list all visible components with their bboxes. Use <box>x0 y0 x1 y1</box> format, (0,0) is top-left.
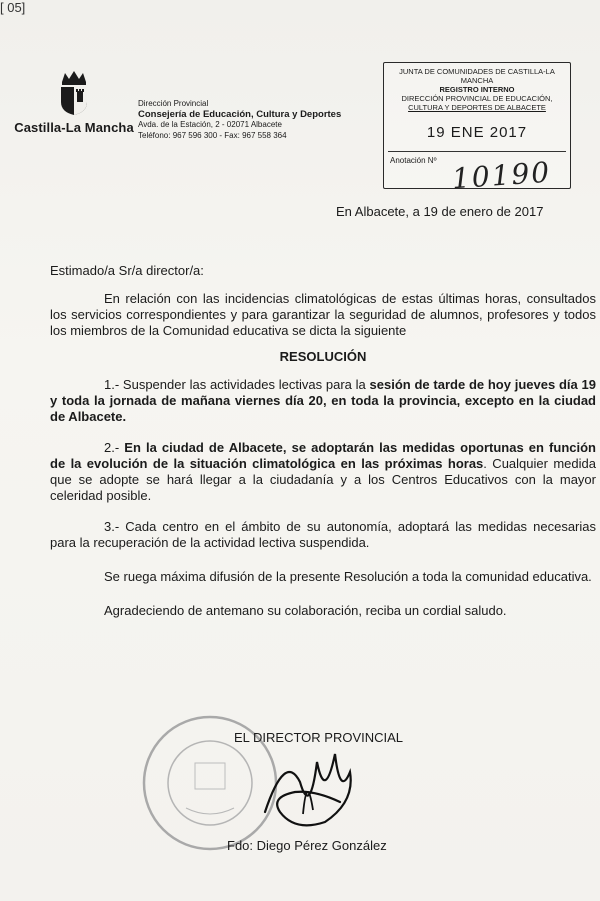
logo-text: Castilla-La Mancha <box>14 120 134 135</box>
point-2-prefix: 2.- <box>104 440 125 455</box>
resolution-title: RESOLUCIÓN <box>279 349 367 364</box>
header-address: Avda. de la Estación, 2 - 02071 Albacete <box>138 120 282 129</box>
point-1-bold: sesión de tarde de hoy jueves día 19 y toda la jornada de mañana viernes día 20, en toda la provincia, excepto en la ciudad de Albacete. <box>50 377 596 424</box>
diffusion-paragraph: Se ruega máxima difusión de la presente Resolución a toda la comunidad educativa. <box>104 569 592 584</box>
top-margin-mark: [ 05] <box>0 0 26 15</box>
castilla-la-mancha-logo <box>14 70 134 135</box>
handwritten-signature-icon <box>255 742 365 837</box>
stamp-date: 19 ENE 2017 <box>426 124 528 141</box>
greeting: Estimado/a Sr/a director/a: <box>50 263 204 278</box>
letterhead <box>138 99 368 141</box>
stamp-line-2: REGISTRO INTERNO <box>439 85 515 94</box>
point-1 <box>50 377 596 425</box>
header-department: Consejería de Educación, Cultura y Deportes <box>138 108 342 120</box>
signer-title: EL DIRECTOR PROVINCIAL <box>234 730 404 745</box>
stamp-annotation-number: 10190 <box>450 155 553 196</box>
crown-coat-of-arms-icon <box>57 70 91 116</box>
header-phones: Teléfono: 967 596 300 - Fax: 967 558 364 <box>138 130 287 140</box>
intro-paragraph: En relación con las incidencias climatológicas de estas últimas horas, consultados los servicios correspondientes y para garantizar la seguridad de alumnos, profesores y todos los miembros de la Comunidad educativa se dicta la siguiente <box>50 291 596 338</box>
city-date: En Albacete, a 19 de enero de 2017 <box>336 204 544 219</box>
point-1-text: 1.- Suspender las actividades lectivas para la <box>104 377 370 392</box>
signer-name: Fdo: Diego Pérez González <box>227 838 387 853</box>
stamp-divider <box>388 151 566 152</box>
stamp-line-1: JUNTA DE COMUNIDADES DE CASTILLA-LA MANCHA <box>399 67 555 85</box>
closing-paragraph: Agradeciendo de antemano su colaboración, reciba un cordial saludo. <box>104 603 507 618</box>
stamp-line-4: CULTURA Y DEPORTES DE ALBACETE <box>408 103 546 112</box>
point-3: 3.- Cada centro en el ámbito de su autonomía, adoptará las medidas necesarias para la recuperación de la actividad lectiva suspendida. <box>50 519 596 550</box>
stamp-annotation-label: Anotación Nº <box>390 156 437 165</box>
registry-stamp <box>383 62 571 196</box>
stamp-line-3: DIRECCIÓN PROVINCIAL DE EDUCACIÓN, <box>401 94 553 103</box>
point-2-bold: En la ciudad de Albacete, se adoptarán las medidas oportunas en función de la evolución de la situación climatológica en las próximas horas <box>50 440 596 471</box>
point-2-suffix: . Cualquier medida que se adopte se hará llegar a la ciudadanía y a los Centros Educativos con la mayor celeridad posible. <box>50 456 596 503</box>
point-2 <box>50 440 596 504</box>
header-unit: Dirección Provincial <box>138 99 209 108</box>
letter-body <box>50 263 596 619</box>
